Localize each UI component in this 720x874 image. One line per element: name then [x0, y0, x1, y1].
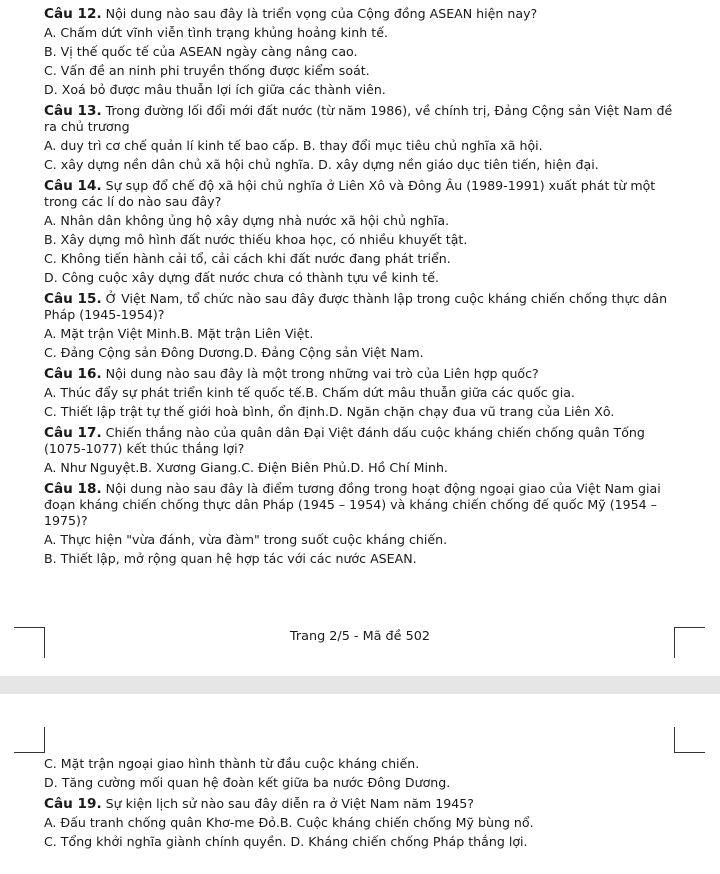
answer-option: D. Công cuộc xây dựng đất nước chưa có thành tựu về kinh tế.	[44, 270, 439, 285]
exam-page-3	[0, 694, 720, 874]
question-14	[44, 178, 680, 286]
answer-option: C. Đảng Cộng sản Đông Dương.D. Đảng Cộng sản Việt Nam.	[44, 345, 424, 360]
answer-option: D. Xoá bỏ được mâu thuẫn lợi ích giữa các thành viên.	[44, 82, 386, 97]
answer-option: A. Đấu tranh chống quân Khơ-me Đỏ.B. Cuộc kháng chiến chống Mỹ bùng nổ.	[44, 815, 534, 830]
question-18-continued	[44, 756, 680, 791]
question-16	[44, 366, 680, 420]
question-text: Nội dung nào sau đây là một trong những vai trò của Liên hợp quốc?	[105, 366, 539, 381]
answer-option: B. Vị thế quốc tế của ASEAN ngày càng nâng cao.	[44, 44, 358, 59]
answer-option: C. Thiết lập trật tự thế giới hoà bình, ổn định.D. Ngăn chặn chạy đua vũ trang của Liên Xô.	[44, 404, 615, 419]
question-stem	[44, 291, 680, 323]
answer-option: C. Tổng khởi nghĩa giành chính quyền. D. Kháng chiến chống Pháp thắng lợi.	[44, 834, 528, 849]
question-stem	[44, 425, 680, 457]
question-stem	[44, 366, 680, 382]
question-15	[44, 291, 680, 361]
answer-option: B. Xây dựng mô hình đất nước thiếu khoa học, có nhiều khuyết tật.	[44, 232, 468, 247]
question-text: Nội dung nào sau đây là điểm tương đồng trong hoạt động ngoại giao của Việt Nam giai đoạn kháng chiến chống thực dân Pháp (1945 – 1954) và kháng chiến chống đế quốc Mỹ (1954 – 1975)?	[44, 481, 661, 528]
question-17	[44, 425, 680, 476]
answer-option: C. Mặt trận ngoại giao hình thành từ đầu cuộc kháng chiến.	[44, 756, 420, 771]
question-stem	[44, 481, 680, 529]
answer-option: A. Mặt trận Việt Minh.B. Mặt trận Liên Việt.	[44, 326, 314, 341]
question-stem	[44, 6, 680, 22]
page-footer: Trang 2/5 - Mã đề 502	[289, 629, 431, 644]
question-12	[44, 6, 680, 98]
question-number: Câu 12.	[44, 6, 102, 22]
question-text: Sự sụp đổ chế độ xã hội chủ nghĩa ở Liên Xô và Đông Âu (1989-1991) xuất phát từ một trong các lí do nào sau đây?	[44, 178, 656, 209]
answer-option: C. xây dựng nền dân chủ xã hội chủ nghĩa. D. xây dựng nền giáo dục tiên tiến, hiện đại.	[44, 157, 599, 172]
answer-option: A. Nhân dân không ủng hộ xây dựng nhà nước xã hội chủ nghĩa.	[44, 213, 450, 228]
question-number: Câu 19.	[44, 796, 102, 812]
question-text: Nội dung nào sau đây là triển vọng của Cộng đồng ASEAN hiện nay?	[105, 6, 538, 21]
question-list	[44, 6, 680, 567]
answer-option: A. Thúc đẩy sự phát triển kinh tế quốc tế.B. Chấm dứt mâu thuẫn giữa các quốc gia.	[44, 385, 575, 400]
answer-option: B. Thiết lập, mở rộng quan hệ hợp tác với các nước ASEAN.	[44, 551, 417, 566]
question-19	[44, 796, 680, 850]
answer-option: D. Tăng cường mối quan hệ đoàn kết giữa ba nước Đông Dương.	[44, 775, 451, 790]
question-stem	[44, 103, 680, 135]
question-13	[44, 103, 680, 173]
question-number: Câu 18.	[44, 481, 102, 497]
question-text: Trong đường lối đổi mới đất nước (từ năm 1986), về chính trị, Đảng Cộng sản Việt Nam đề ra chủ trương	[44, 103, 673, 134]
crop-mark-bottom-left	[14, 727, 45, 753]
question-18	[44, 481, 680, 567]
answer-option: A. Thực hiện "vừa đánh, vừa đàm" trong suốt cuộc kháng chiến.	[44, 532, 448, 547]
question-number: Câu 13.	[44, 103, 102, 119]
question-stem	[44, 796, 680, 812]
question-number: Câu 15.	[44, 291, 102, 307]
question-number: Câu 14.	[44, 178, 102, 194]
question-text: Sự kiện lịch sử nào sau đây diễn ra ở Việt Nam năm 1945?	[105, 796, 474, 811]
page-separator	[0, 676, 720, 694]
answer-option: C. Vấn đề an ninh phi truyền thống được kiểm soát.	[44, 63, 370, 78]
crop-mark-bottom-right	[674, 727, 705, 753]
question-stem	[44, 178, 680, 210]
question-number: Câu 17.	[44, 425, 102, 441]
question-text: Ở Việt Nam, tổ chức nào sau đây được thành lập trong cuộc kháng chiến chống thực dân Pháp (1945-1954)?	[44, 291, 668, 322]
answer-option: A. Như Nguyệt.B. Xương Giang.C. Điện Biên Phủ.D. Hồ Chí Minh.	[44, 460, 448, 475]
question-number: Câu 16.	[44, 366, 102, 382]
question-text: Chiến thắng nào của quân dân Đại Việt đánh dấu cuộc kháng chiến chống quân Tống (1075-1077) kết thúc thắng lợi?	[44, 425, 645, 456]
answer-option: A. Chấm dứt vĩnh viễn tình trạng khủng hoảng kinh tế.	[44, 25, 388, 40]
question-list	[44, 756, 680, 850]
answer-option: C. Không tiến hành cải tổ, cải cách khi đất nước đang phát triển.	[44, 251, 451, 266]
answer-option: A. duy trì cơ chế quản lí kinh tế bao cấp. B. thay đổi mục tiêu chủ nghĩa xã hội.	[44, 138, 543, 153]
